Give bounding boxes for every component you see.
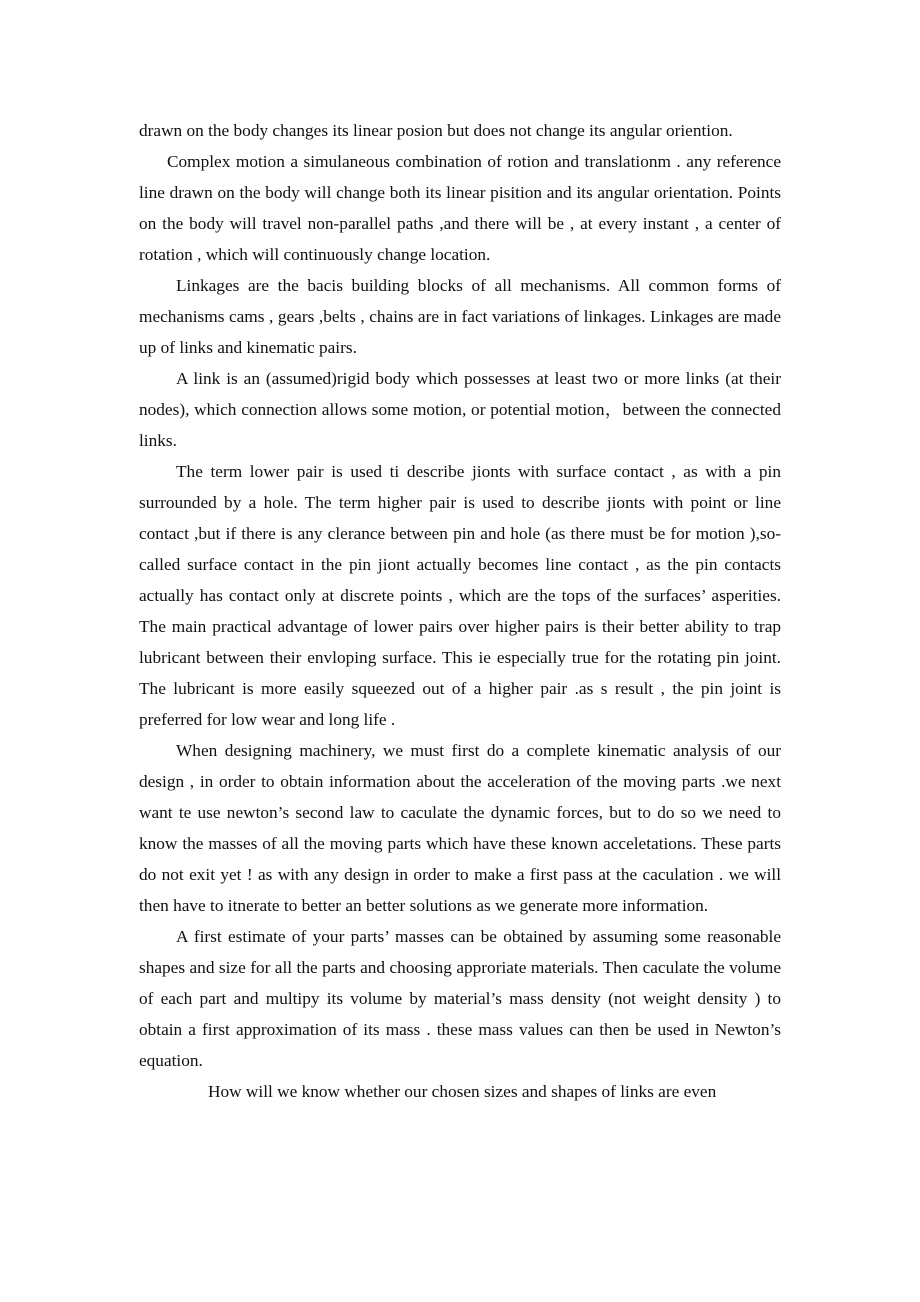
- body-text: [139, 115, 781, 1107]
- paragraph-continuation: drawn on the body changes its linear posion but does not change its angular oriention.: [139, 121, 733, 140]
- paragraph-complex-motion: Complex motion a simulaneous combination of rotion and translationm . any reference line drawn on the body will change both its linear pisition and its angular orientation. Points on the body will travel non-parallel paths ,and there will be , at every instant , a center of rotation , which will continuously change location.: [139, 152, 781, 264]
- paragraph-link-sizes: How will we know whether our chosen sizes and shapes of links are even: [208, 1082, 717, 1101]
- paragraph-mass-estimate: A first estimate of your parts’ masses can be obtained by assuming some reasonable shapes and size for all the parts and choosing approriate materials. Then caculate the volume of each part and multipy its volume by material’s mass density (not weight density ) to obtain a first approximation of its mass . these mass values can then be used in Newton’s equation.: [139, 927, 781, 1070]
- paragraph-linkages: Linkages are the bacis building blocks of all mechanisms. All common forms of mechanisms cams , gears ,belts , chains are in fact variations of linkages. Linkages are made up of links and kinematic pairs.: [139, 276, 781, 357]
- paragraph-lower-pair: The term lower pair is used ti describe jionts with surface contact , as with a pin surrounded by a hole. The term higher pair is used to describe jionts with point or line contact ,but if there is any clerance between pin and hole (as there must be for motion ),so-called surface contact in the pin jiont actually becomes line contact , as the pin contacts actually has contact only at discrete points , which are the tops of the surfaces’ asperities. The main practical advantage of lower pairs over higher pairs is their better ability to trap lubricant between their envloping surface. This ie especially true for the rotating pin joint. The lubricant is more easily squeezed out of a higher pair .as s result , the pin joint is preferred for low wear and long life .: [139, 462, 781, 729]
- paragraph-designing-machinery: When designing machinery, we must first do a complete kinematic analysis of our design , in order to obtain information about the acceleration of the moving parts .we next want te use newton’s second law to caculate the dynamic forces, but to do so we need to know the masses of all the moving parts which have these known acceletations. These parts do not exit yet ! as with any design in order to make a first pass at the caculation . we will then have to itnerate to better an better solutions as we generate more information.: [139, 741, 781, 915]
- paragraph-link-definition: A link is an (assumed)rigid body which possesses at least two or more links (at their nodes), which connection allows some motion, or potential motion，between the connected links.: [139, 369, 781, 450]
